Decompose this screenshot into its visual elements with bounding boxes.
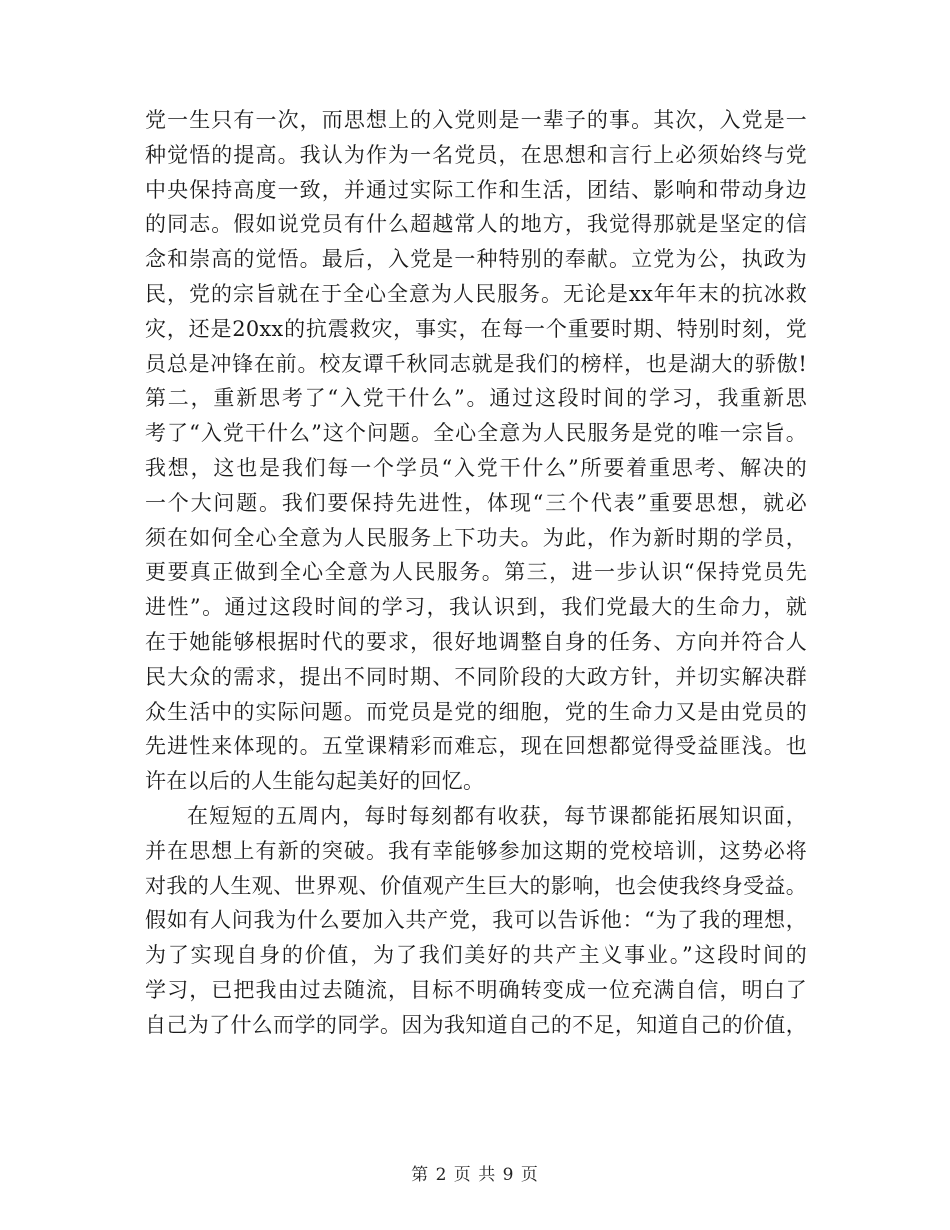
text-line: 中央保持高度一致，并通过实际工作和生活，团结、影响和带动身边	[145, 177, 807, 202]
text-line: 自己为了什么而学的同学。因为我知道自己的不足，知道自己的价值，	[145, 1012, 807, 1037]
text-line: 先进性来体现的。五堂课精彩而难忘，现在回想都觉得受益匪浅。也	[145, 734, 807, 759]
text-line: 一个大问题。我们要保持先进性，体现“三个代表”重要思想，就必	[145, 490, 807, 515]
text-line: 念和崇高的觉悟。最后，入党是一种特别的奉献。立党为公，执政为	[145, 247, 807, 272]
text-line: 第二，重新思考了“入党干什么”。通过这段时间的学习，我重新思	[145, 386, 807, 411]
text-line: 假如有人问我为什么要加入共产党，我可以告诉他：“为了我的理想，	[145, 908, 807, 933]
paragraph-1	[145, 103, 807, 799]
text-line: 民大众的需求，提出不同时期、不同阶段的大政方针，并切实解决群	[145, 664, 807, 689]
text-line: 在短短的五周内，每时每刻都有收获，每节课都能拓展知识面，	[187, 803, 807, 828]
text-line: 为了实现自身的价值，为了我们美好的共产主义事业。”这段时间的	[145, 943, 807, 968]
text-line: 在于她能够根据时代的要求，很好地调整自身的任务、方向并符合人	[145, 629, 807, 654]
text-line: 进性”。通过这段时间的学习，我认识到，我们党最大的生命力，就	[145, 595, 807, 620]
text-line: 的同志。假如说党员有什么超越常人的地方，我觉得那就是坚定的信	[145, 212, 807, 237]
document-body	[145, 103, 807, 1043]
text-line: 员总是冲锋在前。校友谭千秋同志就是我们的榜样，也是湖大的骄傲!	[145, 351, 807, 376]
page-number-footer: 第 2 页 共 9 页	[411, 1165, 539, 1185]
paragraph-2	[145, 799, 807, 1043]
text-line: 更要真正做到全心全意为人民服务。第三，进一步认识“保持党员先	[145, 560, 807, 585]
text-line: 考了“入党干什么”这个问题。全心全意为人民服务是党的唯一宗旨。	[145, 421, 807, 446]
text-line: 灾，还是20xx的抗震救灾，事实，在每一个重要时期、特别时刻，党	[145, 316, 807, 341]
text-line: 许在以后的人生能勾起美好的回忆。	[145, 769, 485, 794]
text-line: 种觉悟的提高。我认为作为一名党员，在思想和言行上必须始终与党	[145, 142, 807, 167]
text-line: 须在如何全心全意为人民服务上下功夫。为此，作为新时期的学员，	[145, 525, 807, 550]
text-line: 并在思想上有新的突破。我有幸能够参加这期的党校培训，这势必将	[145, 838, 807, 863]
text-line: 民，党的宗旨就在于全心全意为人民服务。无论是xx年年末的抗冰救	[145, 281, 807, 306]
text-line: 学习，已把我由过去随流，目标不明确转变成一位充满自信，明白了	[145, 977, 807, 1002]
text-line: 我想，这也是我们每一个学员“入党干什么”所要着重思考、解决的	[145, 455, 807, 480]
text-line: 对我的人生观、世界观、价值观产生巨大的影响，也会使我终身受益。	[145, 873, 807, 898]
text-line: 众生活中的实际问题。而党员是党的细胞，党的生命力又是由党员的	[145, 699, 807, 724]
text-line: 党一生只有一次，而思想上的入党则是一辈子的事。其次，入党是一	[145, 108, 807, 132]
